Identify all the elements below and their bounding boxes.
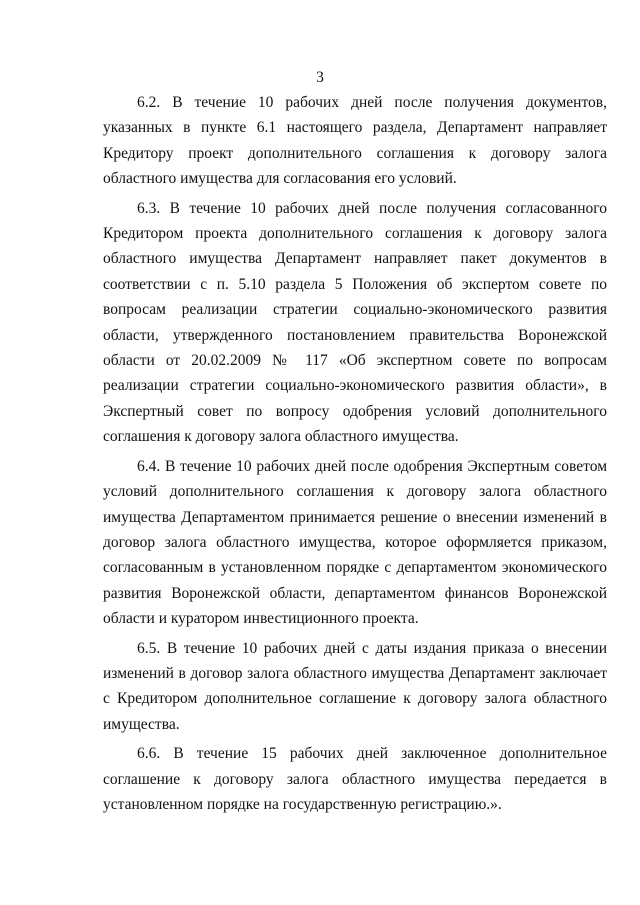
page-number: 3 [316,69,324,86]
document-body [103,90,607,821]
paragraph-6-4: 6.4. В течение 10 рабочих дней после одобрения Экспертным советом условий дополнительного соглашения к договору залога областного имущества Департаментом принимается решение о внесении изменений в договор залога областного имущества, которое оформляется приказом, согласованным в установленном порядке с департаментом экономического развития Воронежской области, департаментом финансов Воронежской области и куратором инвестиционного проекта. [103,457,607,628]
paragraph-6-6: 6.6. В течение 15 рабочих дней заключенное дополнительное соглашение к договору залога областного имущества передается в установленном порядке на государственную регистрацию.». [103,745,607,813]
paragraph-6-2: 6.2. В течение 10 рабочих дней после получения документов, указанных в пункте 6.1 настоящего раздела, Департамент направляет Кредитору проект дополнительного соглашения к договору залога областного имущества для согласования его условий. [103,94,607,188]
paragraph-6-3: 6.3. В течение 10 рабочих дней после получения согласованного Кредитором проекта дополнительного соглашения к договору залога областного имущества Департамент направляет пакет документов в соответствии с п. 5.10 раздела 5 Положения об экспертом совете по вопросам реализации стратегии социально-экономического развития области, утвержденного постановлением правительства Воронежской области от 20.02.2009 № 117 «Об экспертном совете по вопросам реализации стратегии социально-экономического развития области», в Экспертный совет по вопросу одобрения условий дополнительного соглашения к договору залога областного имущества. [103,199,607,446]
paragraph-6-5: 6.5. В течение 10 рабочих дней с даты издания приказа о внесении изменений в договор залога областного имущества Департамент заключает с Кредитором дополнительное соглашение к договору залога областного имущества. [103,639,607,733]
